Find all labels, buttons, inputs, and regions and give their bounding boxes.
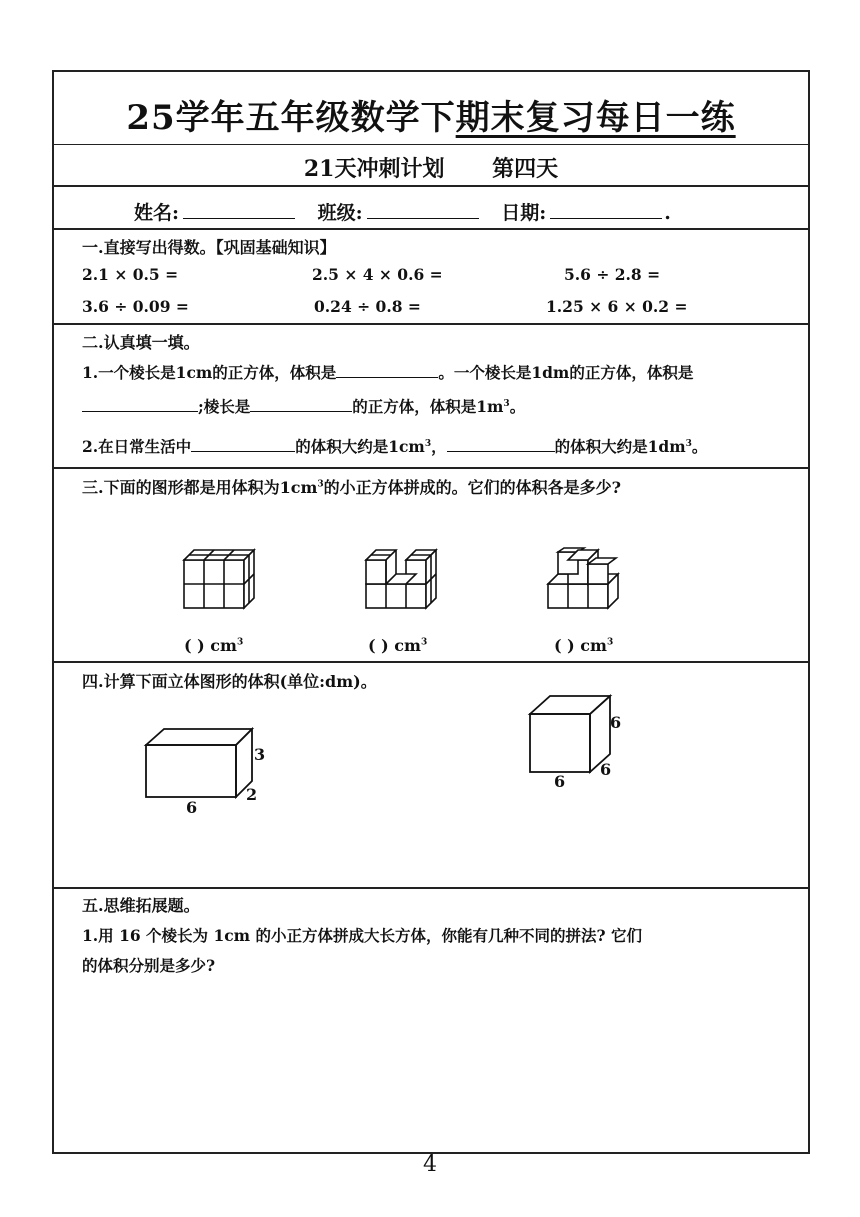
superscript-3: 3 bbox=[317, 479, 324, 490]
superscript-3: 3 bbox=[424, 438, 432, 449]
worksheet-frame bbox=[52, 70, 810, 1154]
superscript-3: 3 bbox=[606, 637, 614, 648]
cube-length-label: 6 bbox=[554, 772, 566, 791]
date-label: 日期: bbox=[501, 202, 547, 224]
end-mark: . bbox=[664, 202, 671, 224]
superscript-3: 3 bbox=[236, 637, 244, 648]
answer-text-3: ( ) cm bbox=[554, 636, 607, 655]
s2-q2-text-b: 的体积大约是1cm bbox=[295, 437, 425, 456]
s3-heading-a: 三.下面的图形都是用体积为1cm bbox=[82, 478, 318, 497]
s2-q1-text-c: ;棱长是 bbox=[198, 397, 251, 416]
cuboid-length-label: 6 bbox=[186, 798, 198, 817]
cube-width-label: 6 bbox=[600, 760, 612, 779]
page-number: 4 bbox=[423, 1152, 437, 1177]
superscript-3: 3 bbox=[420, 637, 428, 648]
cuboid-height-label: 3 bbox=[254, 745, 266, 764]
cuboid-width-label: 2 bbox=[246, 785, 258, 804]
s2-q2-text-e: 。 bbox=[691, 437, 708, 456]
s3-heading-b: 的小正方体拼成的。它们的体积各是多少? bbox=[323, 478, 622, 497]
answer-text-2: ( ) cm bbox=[368, 636, 421, 655]
s5-q1-line2: 的体积分别是多少? bbox=[82, 956, 216, 975]
s2-q1-text-e: 。 bbox=[509, 397, 526, 416]
problem-1: 2.1 × 0.5 = bbox=[82, 265, 179, 284]
section4-heading: 四.计算下面立体图形的体积(单位:dm)。 bbox=[82, 672, 377, 691]
answer-text-1: ( ) cm bbox=[184, 636, 237, 655]
day-label: 第四天 bbox=[492, 156, 559, 182]
superscript-3: 3 bbox=[503, 398, 510, 409]
problem-2: 2.5 × 4 × 0.6 = bbox=[312, 265, 443, 284]
section5-heading: 五.思维拓展题。 bbox=[82, 896, 200, 915]
s2-q1-text-d: 的正方体，体积是1m bbox=[352, 397, 504, 416]
problem-6: 1.25 × 6 × 0.2 = bbox=[546, 297, 688, 316]
problem-3: 5.6 ÷ 2.8 = bbox=[564, 265, 661, 284]
s2-q2-text-c: ， bbox=[431, 437, 447, 456]
title-part1: 25学年五年级数学下 bbox=[126, 98, 456, 138]
superscript-3: 3 bbox=[685, 438, 692, 449]
class-label: 班级: bbox=[317, 202, 363, 224]
section2-heading: 二.认真填一填。 bbox=[82, 333, 200, 352]
cube-height-label: 6 bbox=[610, 713, 622, 732]
s2-q2-text-d: 的体积大约是1dm bbox=[554, 437, 686, 456]
section1-heading: 一.直接写出得数。【巩固基础知识】 bbox=[82, 238, 336, 257]
s5-q1-line1: 1.用 16 个棱长为 1cm 的小正方体拼成大长方体，你能有几种不同的拼法? 它们 bbox=[82, 926, 642, 945]
name-label: 姓名: bbox=[134, 202, 180, 224]
title-part2: 期末复习每日一练 bbox=[455, 98, 736, 138]
plan-label: 21天冲刺计划 bbox=[303, 156, 445, 182]
s2-q1-text-a: 1.一个棱长是1cm的正方体，体积是 bbox=[82, 363, 337, 382]
problem-5: 0.24 ÷ 0.8 = bbox=[314, 297, 421, 316]
s2-q1-text-b: 。一个棱长是1dm的正方体，体积是 bbox=[438, 363, 694, 382]
s2-q2-text-a: 2.在日常生活中 bbox=[82, 437, 192, 456]
problem-4: 3.6 ÷ 0.09 = bbox=[82, 297, 189, 316]
section4-divider bbox=[54, 72, 808, 889]
